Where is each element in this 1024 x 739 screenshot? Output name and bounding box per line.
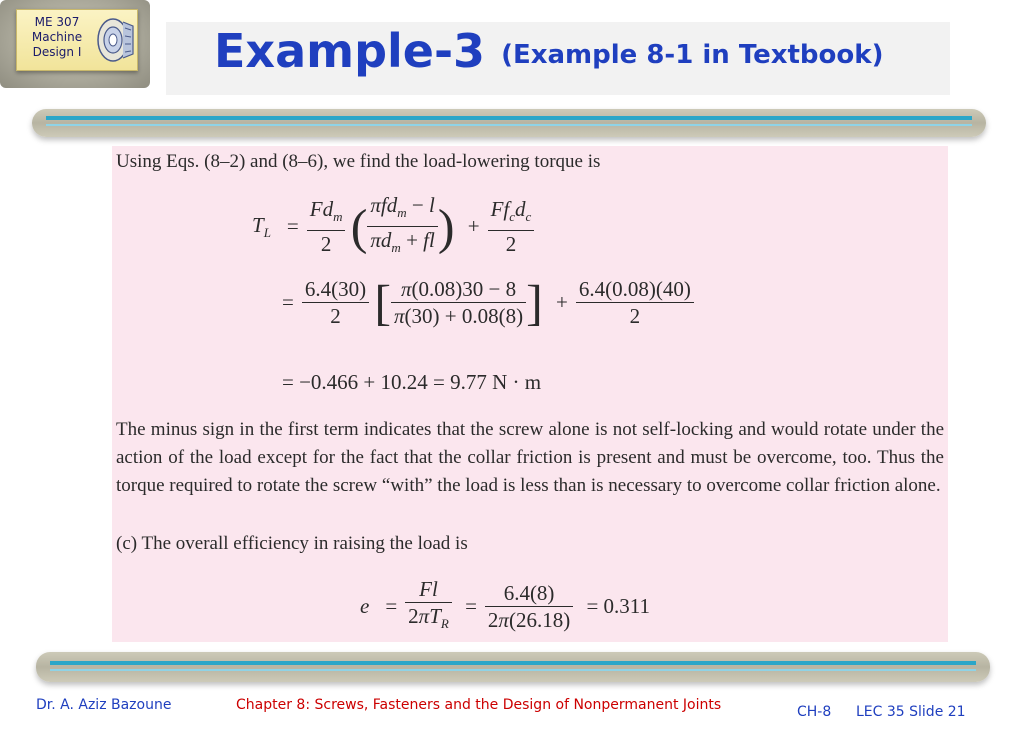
title-box (166, 22, 950, 95)
footer-slide-number: LEC 35 Slide 21 (856, 704, 966, 720)
badge-line-2: Machine (31, 30, 83, 44)
explanation-paragraph: The minus sign in the first term indicates that the screw alone is not self-locking and would rotate under the action of the load except for the fact that the collar friction is present and must be overcome, too. Thus the torque required to rotate the screw “with” the load is less than is necessary to overcome collar friction alone. (116, 419, 944, 496)
intro-text: Using Eqs. (8–2) and (8–6), we find the load-lowering torque is (116, 151, 601, 172)
torque-formula: $T_L$ = $\frac{Fd_m}{2}$ ( $\frac{\pi fd_m - l}{\pi d_m + fl}$ ) + $\frac{Ff_cd_c}{2}$ (252, 192, 534, 261)
badge-line-1: ME 307 (34, 15, 80, 29)
course-badge-text (21, 15, 93, 60)
top-divider-line-light (46, 124, 972, 126)
efficiency-formula: e = $\frac{Fl}{2\pi T_R}$ = $\frac{6.4(8)}{2\pi(26.18)}$ = 0.311 (360, 577, 651, 633)
course-badge-card (16, 9, 138, 71)
torque-result: = −0.466 + 10.24 = 9.77 N · m (282, 370, 542, 394)
slide-title-sub: (Example 8-1 in Textbook) (501, 40, 884, 70)
content-panel (112, 146, 948, 642)
bottom-divider-bar (36, 652, 990, 682)
bottom-divider-line (50, 661, 976, 665)
gear-icon (93, 14, 137, 66)
efficiency-result: = 0.311 (586, 594, 651, 619)
part-c-text: (c) The overall efficiency in raising the load is (116, 533, 468, 554)
bottom-divider-line-light (50, 669, 976, 671)
top-divider-line (46, 116, 972, 120)
footer-chapter: Chapter 8: Screws, Fasteners and the Design of Nonpermanent Joints (236, 697, 722, 713)
slide-title-main: Example-3 (214, 24, 486, 78)
slide-title (214, 24, 883, 78)
top-divider-bar (32, 109, 986, 137)
torque-substitution: = $\frac{6.4(30)}{2}$ [ $\frac{\pi(0.08)30 - 8}{\pi(30) + 0.08(8)}$ ] + $\frac{6.4(0.08)(40)}{2}$ (282, 276, 694, 329)
badge-line-3: Design I (32, 45, 82, 59)
footer-chapter-code: CH-8 (797, 704, 832, 720)
course-badge (0, 0, 150, 88)
footer-author: Dr. A. Aziz Bazoune (36, 697, 172, 713)
